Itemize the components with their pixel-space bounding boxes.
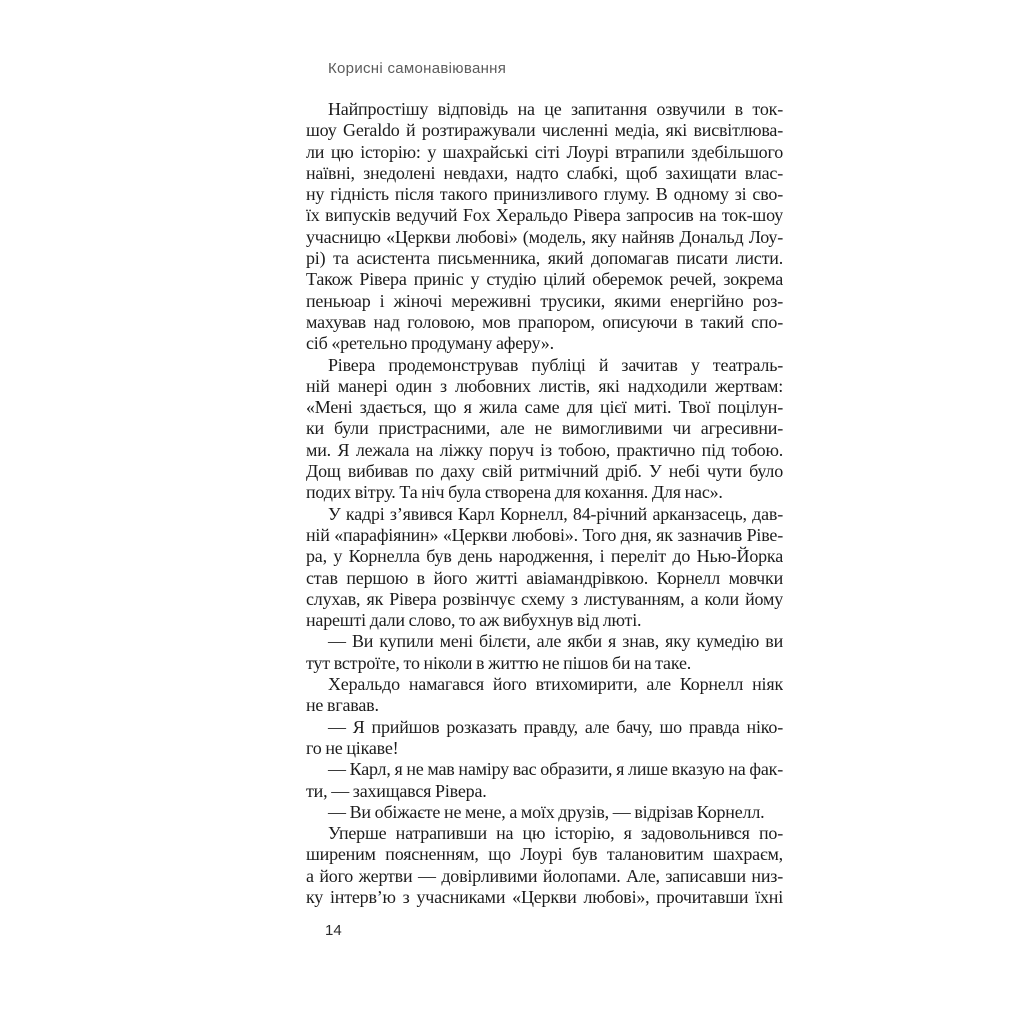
text-line: Рівера продемонстрував публіці й зачитав у театраль- [328, 354, 783, 375]
text-line: учасницю «Церкви любові» (модель, яку найняв Дональд Лоу- [306, 226, 783, 247]
text-line: Уперше натрапивши на цю історію, я задовольнився по- [328, 823, 783, 844]
paragraph [306, 823, 783, 908]
text-line: не вгавав. [306, 695, 379, 716]
text-line: нарешті дали слово, то аж вибухнув від люті. [306, 610, 642, 631]
paragraph [306, 759, 783, 802]
text-line: «Мені здається, що я жила саме для цієї миті. Твої поцілун- [306, 397, 783, 418]
text-line: — Ви обіжаєте не мене, а моїх друзів, — відрізав Корнелл. [328, 801, 765, 822]
text-line: подих вітру. Та ніч була створена для кохання. Для нас». [306, 482, 723, 503]
text-line: — Карл, я не мав наміру вас образити, я лише вказую на фак- [328, 759, 783, 780]
text-line: У кадрі з’явився Карл Корнелл, 84-річний арканзасець, дав- [328, 503, 783, 524]
text-line: Також Рівера приніс у студію цілий оберемок речей, зокрема [306, 269, 783, 290]
paragraph [306, 355, 783, 504]
running-header: Корисні самонавіювання [328, 60, 507, 77]
paragraph [306, 631, 783, 674]
text-line: сіб «ретельно продуману аферу». [306, 333, 554, 354]
text-line: ра, у Корнелла був день народження, і переліт до Нью-Йорка [306, 546, 783, 567]
text-line: пеньюар і жіночі мереживні трусики, якими енергійно роз- [306, 290, 783, 311]
text-line: Дощ вибивав по даху свій ритмічний дріб. У небі чути було [306, 461, 783, 482]
text-line: наївні, знедолені невдахи, надто слабкі, щоб захищати влас- [306, 162, 783, 183]
text-line: ній манері один з любовних листів, які надходили жертвам: [306, 375, 783, 396]
text-line: ку інтерв’ю з учасниками «Церкви любові», прочитавши їхні [306, 886, 783, 907]
text-line: — Я прийшов розказать правду, але бачу, шо правда ніко- [328, 716, 783, 737]
text-line: Херальдо намагався його втихомирити, але Корнелл ніяк [328, 674, 783, 695]
text-line: а його жертви — довірливими йолопами. Але, записавши низ- [306, 865, 783, 886]
paragraph [306, 802, 783, 823]
text-line: ми. Я лежала на ліжку поруч із тобою, практично під тобою. [306, 439, 783, 460]
text-line: їх випусків ведучий Fox Херальдо Рівера запросив на ток-шоу [306, 205, 783, 226]
text-line: ширеним поясненням, що Лоурі був талановитим шахраєм, [306, 844, 783, 865]
paragraph [306, 717, 783, 760]
text-line: ній «парафіянин» «Церкви любові». Того дня, як зазначив Ріве- [306, 524, 783, 545]
text-line: став першою в його житті авіамандрівкою. Корнелл мовчки [306, 567, 783, 588]
text-line: ки були пристрасними, але не вимогливими чи агресивни- [306, 418, 783, 439]
text-line: шоу Geraldo й розтиражували численні медіа, які висвітлюва- [306, 120, 783, 141]
paragraph [306, 674, 783, 717]
page-number: 14 [325, 922, 342, 939]
text-line: рі) та асистента письменника, який допомагав писати листи. [306, 248, 783, 269]
text-line: махував над головою, мов прапором, описуючи в такий спо- [306, 311, 783, 332]
body-text [306, 99, 783, 908]
paragraph [306, 99, 783, 355]
text-line: го не цікаве! [306, 737, 399, 758]
text-line: ну гідність після такого принизливого глуму. В одному зі сво- [306, 184, 783, 205]
paragraph [306, 504, 783, 632]
text-line: — Ви купили мені білєти, але якби я знав, яку кумедію ви [328, 631, 783, 652]
text-line: тут встроїте, то ніколи в життю не пішов би на таке. [306, 652, 692, 673]
text-line: слухав, як Рівера розвінчує схему з листуванням, а коли йому [306, 588, 783, 609]
text-line: Найпростішу відповідь на це запитання озвучили в ток- [328, 99, 783, 119]
text-line: ти, — захищався Рівера. [306, 780, 487, 801]
text-line: ли цю історію: у шахрайські сіті Лоурі втрапили здебільшого [306, 141, 783, 162]
